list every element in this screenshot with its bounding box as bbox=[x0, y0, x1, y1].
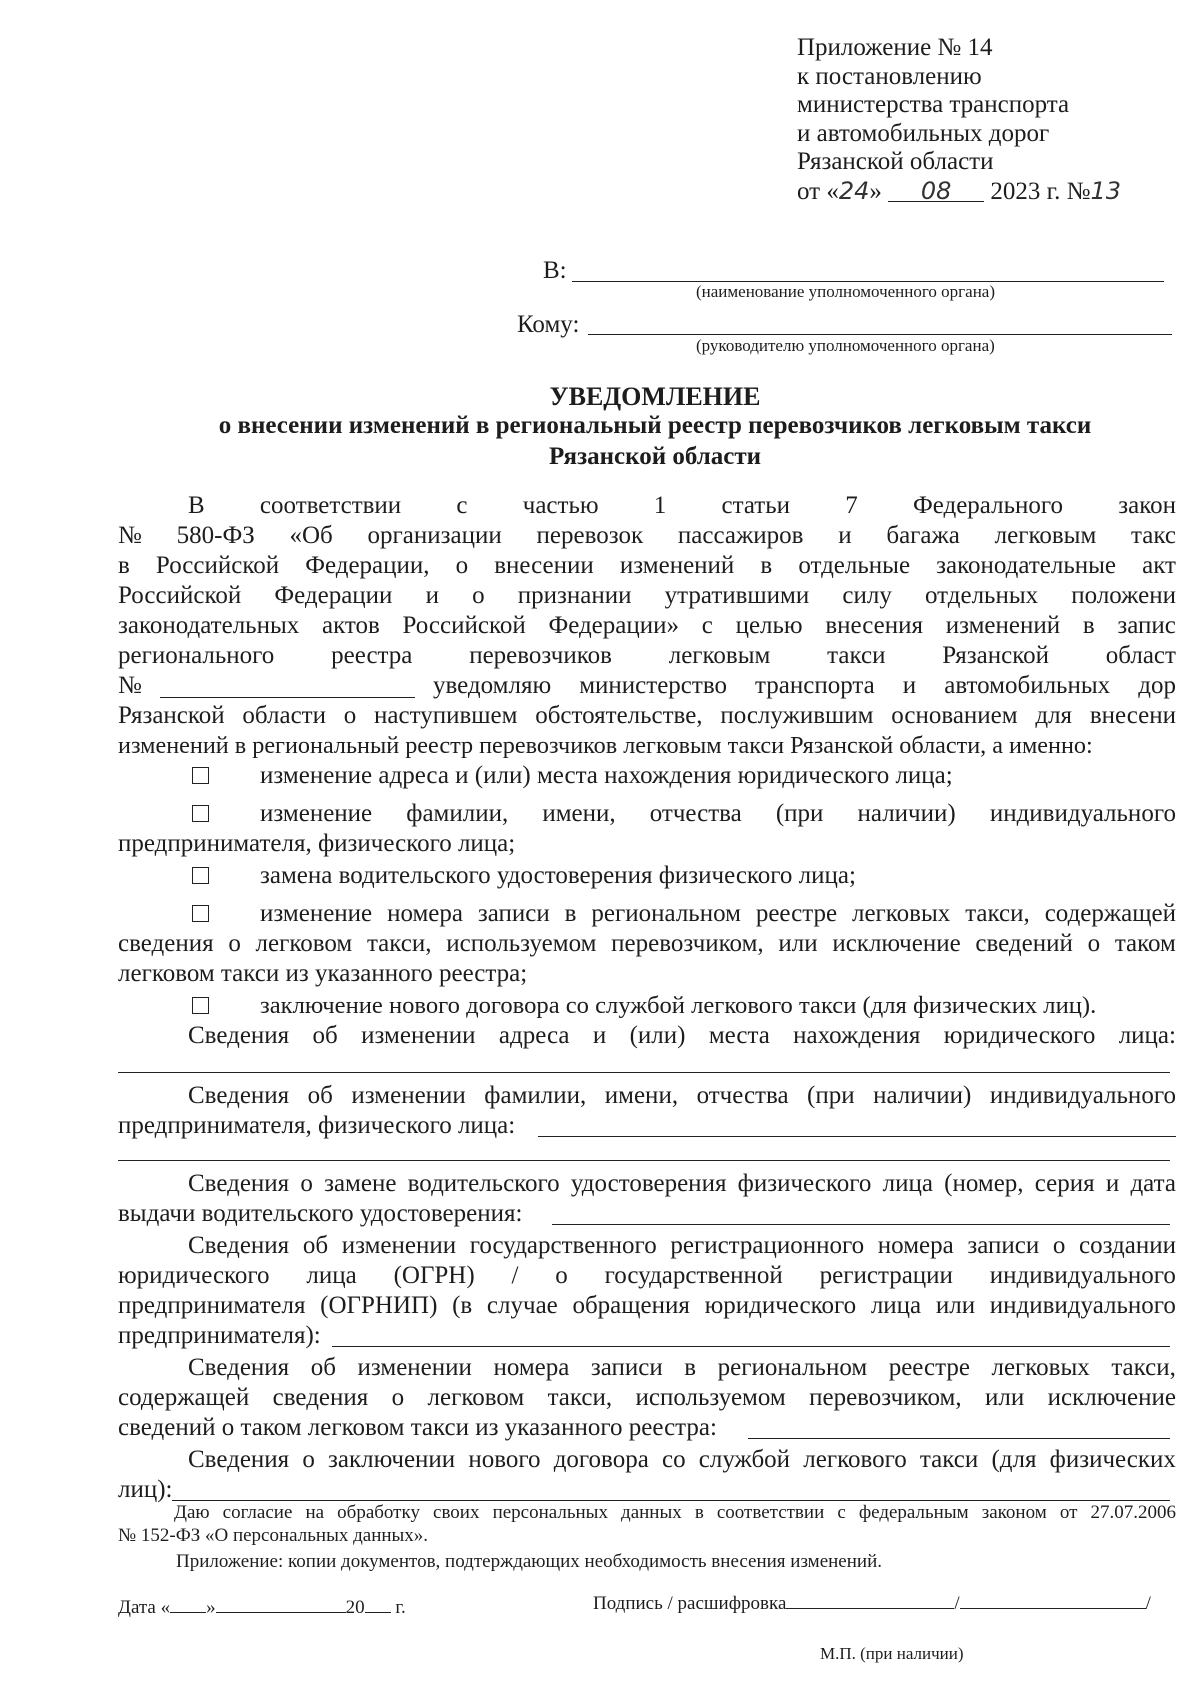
details-ogrn-label-4: предпринимателя): bbox=[118, 1322, 321, 1349]
body-line-5: законодательных актов Российской Федерации» с целью внесения изменений в запис bbox=[118, 612, 1176, 639]
month-field bbox=[888, 176, 984, 205]
option-registry-record-label-cont: сведения о легковом такси, используемом перевозчиком, или исключение сведений о таком bbox=[118, 930, 1176, 957]
option-new-contract[interactable] bbox=[192, 997, 209, 1019]
checkbox[interactable] bbox=[192, 867, 209, 884]
details-name-field-2[interactable] bbox=[118, 1160, 1170, 1161]
appendix-header bbox=[797, 34, 1121, 206]
details-license-label-cont: выдачи водительского удостоверения: bbox=[118, 1200, 523, 1227]
option-license[interactable] bbox=[192, 867, 209, 889]
addressee-to bbox=[543, 256, 567, 286]
handwritten-number: 13 bbox=[1090, 176, 1121, 205]
option-legal-address[interactable] bbox=[192, 767, 209, 789]
checkbox[interactable] bbox=[192, 997, 209, 1014]
option-legal-address-label: изменение адреса и (или) места нахождения юридического лица; bbox=[260, 762, 953, 789]
registry-number-field[interactable] bbox=[160, 697, 415, 698]
body-line-3: в Российской Федерации, о внесении изменений в отдельные законодательные акт bbox=[118, 552, 1176, 579]
header-line: и автомобильных дорог bbox=[797, 119, 1050, 147]
details-record-label: Сведения об изменении номера записи в региональном реестре легковых такси, bbox=[188, 1354, 1176, 1381]
signature-field[interactable] bbox=[786, 1590, 954, 1609]
header-date-line: от «24» 08 2023 г. №13 bbox=[797, 176, 1121, 205]
whom-label: Кому: bbox=[517, 311, 580, 338]
details-record-label-2: содержащей сведения о легковом такси, используемом перевозчиком, или исключение bbox=[118, 1384, 1176, 1411]
body-line-4: Российской Федерации и о признании утратившими силу отдельных положени bbox=[118, 582, 1176, 609]
body-line-7-number: № bbox=[118, 672, 142, 699]
option-name-change-label-cont: предпринимателя, физического лица; bbox=[118, 830, 516, 857]
body-line-6: регионального реестра перевозчиков легковым такси Рязанской област bbox=[118, 642, 1176, 669]
header-line: к постановлению bbox=[797, 62, 982, 90]
header-line: министерства транспорта bbox=[797, 91, 1070, 118]
header-line: Приложение № 14 bbox=[797, 34, 993, 61]
signature-name-field[interactable] bbox=[960, 1590, 1146, 1609]
document-subtitle: о внесении изменений в региональный реестр перевозчиков легковым такси bbox=[218, 412, 1092, 439]
consent-text-cont: № 152-ФЗ «О персональных данных». bbox=[118, 1525, 429, 1546]
option-name-change-label: изменение фамилии, имени, отчества (при наличии) индивидуального bbox=[260, 800, 1176, 827]
addressee-whom bbox=[517, 310, 579, 340]
to-label: В: bbox=[543, 257, 567, 284]
details-record-label-3: сведений о таком легковом такси из указанного реестра: bbox=[118, 1414, 717, 1441]
details-license-field[interactable] bbox=[552, 1224, 1170, 1225]
details-address-label: Сведения об изменении адреса и (или) места нахождения юридического лица: bbox=[188, 1022, 1176, 1049]
details-ogrn-label-2: юридического лица (ОГРН) / о государственной регистрации индивидуального bbox=[118, 1262, 1176, 1289]
option-registry-record-label: изменение номера записи в региональном реестре легковых такси, содержащей bbox=[260, 900, 1176, 927]
option-registry-record[interactable] bbox=[192, 905, 209, 927]
body-line-1: В соответствии с частью 1 статьи 7 Федерального закон bbox=[188, 492, 1176, 519]
details-license-label: Сведения о замене водительского удостоверения физического лица (номер, серия и дата bbox=[188, 1170, 1176, 1197]
details-address-field[interactable] bbox=[118, 1072, 1170, 1073]
checkbox[interactable] bbox=[192, 805, 209, 822]
document-subtitle-region: Рязанской области bbox=[548, 443, 762, 470]
whom-caption: (руководителю уполномоченного органа) bbox=[696, 336, 995, 355]
header-line: Рязанской области bbox=[797, 148, 994, 175]
document-title: УВЕДОМЛЕНИЕ bbox=[549, 382, 761, 411]
body-line-8: Рязанской области о наступившем обстоятельстве, послужившим основанием для внесени bbox=[118, 702, 1176, 729]
checkbox[interactable] bbox=[192, 767, 209, 784]
date-block: Дата « » 20 г. bbox=[118, 1594, 406, 1620]
to-caption: (наименование уполномоченного органа) bbox=[696, 282, 996, 301]
attachment-note: Приложение: копии документов, подтерждающих необходимость внесения изменений. bbox=[176, 1551, 882, 1572]
option-name-change[interactable] bbox=[192, 805, 209, 827]
details-record-field[interactable] bbox=[748, 1438, 1170, 1439]
seal-label: М.П. (при наличии) bbox=[820, 1644, 964, 1663]
details-ogrn-label: Сведения об изменении государственного регистрационного номера записи о создании bbox=[188, 1232, 1176, 1259]
details-name-label: Сведения об изменении фамилии, имени, отчества (при наличии) индивидуального bbox=[188, 1082, 1176, 1109]
details-contract-label: Сведения о заключении нового договора со службой легкового такси (для физических bbox=[188, 1446, 1176, 1473]
details-contract-label-2: лиц): bbox=[118, 1476, 173, 1503]
date-day-field[interactable] bbox=[170, 1594, 206, 1613]
details-ogrn-field[interactable] bbox=[332, 1346, 1170, 1347]
checkbox[interactable] bbox=[192, 905, 209, 922]
consent-text: Даю согласие на обработку своих персональных данных в соответствии с федеральным законом от 27.07.2006 bbox=[174, 1502, 1176, 1523]
handwritten-month: 08 bbox=[920, 176, 952, 205]
body-line-2: № 580-ФЗ «Об организации перевозок пассажиров и багажа легковым такс bbox=[118, 522, 1176, 549]
date-year-field[interactable] bbox=[365, 1594, 391, 1613]
handwritten-day: 24 bbox=[838, 176, 870, 205]
details-name-field[interactable] bbox=[538, 1136, 1176, 1137]
signature-block: Подпись / расшифровка / / bbox=[593, 1590, 1151, 1616]
body-line-7: уведомляю министерство транспорта и автомобильных дор bbox=[433, 672, 1176, 699]
option-new-contract-label: заключение нового договора со службой легкового такси (для физических лиц). bbox=[260, 992, 1097, 1019]
details-ogrn-label-3: предпринимателя (ОГРНИП) (в случае обращения юридического лица или индивидуального bbox=[118, 1292, 1176, 1319]
option-license-label: замена водительского удостоверения физического лица; bbox=[260, 862, 856, 889]
details-name-label-cont: предпринимателя, физического лица: bbox=[118, 1112, 516, 1139]
body-line-9: изменений в региональный реестр перевозчиков легковым такси Рязанской области, а именно: bbox=[118, 732, 1093, 759]
date-month-field[interactable] bbox=[216, 1594, 346, 1613]
option-registry-record-label-end: легковом такси из указанного реестра; bbox=[118, 960, 528, 987]
